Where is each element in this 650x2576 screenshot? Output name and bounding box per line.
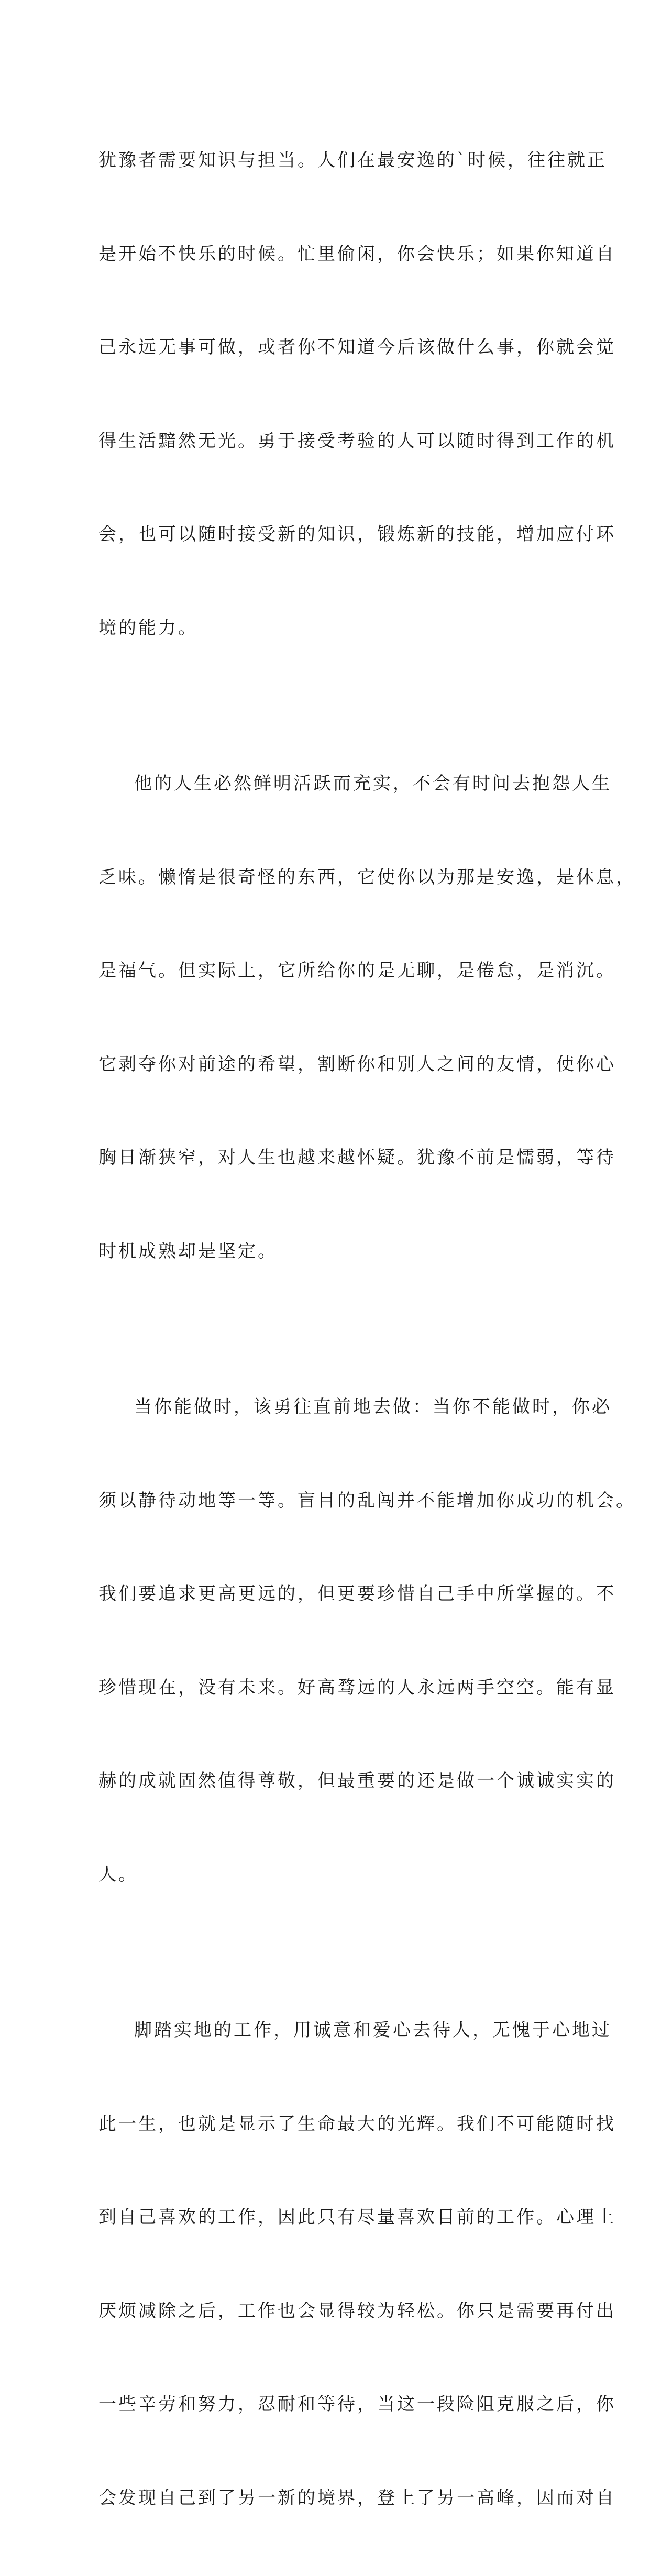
text-line: 犹豫者需要知识与担当。人们在最安逸的`时候，往往就正 [98,150,607,171]
text-line: 会发现自己到了另一新的境界，登上了另一高峰，因而对自 [98,2487,616,2508]
text-line: 是开始不快乐的时候。忙里偷闲，你会快乐；如果你知道自 [98,243,616,265]
text-line: 他的人生必然鲜明活跃而充实，不会有时间去抱怨人生 [134,773,612,794]
paragraph-4 [98,1953,616,2576]
text-line: 脚踏实地的工作，用诚意和爱心去待人，无愧于心地过 [134,2020,612,2041]
text-line: 厌烦减除之后，工作也会显得较为轻松。你只是需要再付出 [98,2300,616,2321]
text-line: 胸日渐狭窄，对人生也越来越怀疑。犹豫不前是懦弱，等待 [98,1147,616,1168]
body-text [98,83,636,2576]
text-line: 人。 [98,1864,138,1885]
paragraph-1 [98,83,616,706]
text-line: 我们要追求更高更远的，但更要珍惜自己手中所掌握的。不 [98,1583,616,1604]
text-line: 须以静待动地等一等。盲目的乱闯并不能增加你成功的机会。 [98,1490,636,1511]
text-line: 一些辛劳和努力，忍耐和等待，当这一段险阻克服之后，你 [98,2394,616,2415]
text-line: 珍惜现在，没有未来。好高骛远的人永远两手空空。能有显 [98,1677,616,1698]
text-line: 此一生，也就是显示了生命最大的光辉。我们不可能随时找 [98,2113,616,2134]
text-line: 乏味。懒惰是很奇怪的东西，它使你以为那是安逸，是休息， [98,866,636,888]
text-line: 是福气。但实际上，它所给你的是无聊，是倦怠，是消沉。 [98,960,616,981]
text-line: 当你能做时，该勇往直前地去做：当你不能做时，你必 [134,1396,612,1417]
text-line: 得生活黯然无光。勇于接受考验的人可以随时得到工作的机 [98,430,616,452]
text-line: 它剥夺你对前途的希望，割断你和别人之间的友情，使你心 [98,1053,616,1075]
text-line: 境的能力。 [98,617,198,639]
text-line: 会，也可以随时接受新的知识，锻炼新的技能，增加应付环 [98,524,616,545]
paragraph-2 [98,706,636,1329]
paragraph-3 [98,1329,636,1953]
text-line: 到自己喜欢的工作，因此只有尽量喜欢目前的工作。心理上 [98,2207,616,2228]
text-line: 时机成熟却是坚定。 [98,1240,278,1262]
text-line: 己永远无事可做，或者你不知道今后该做什么事，你就会觉 [98,337,616,358]
text-line: 赫的成就固然值得尊敬，但最重要的还是做一个诚诚实实的 [98,1770,616,1791]
